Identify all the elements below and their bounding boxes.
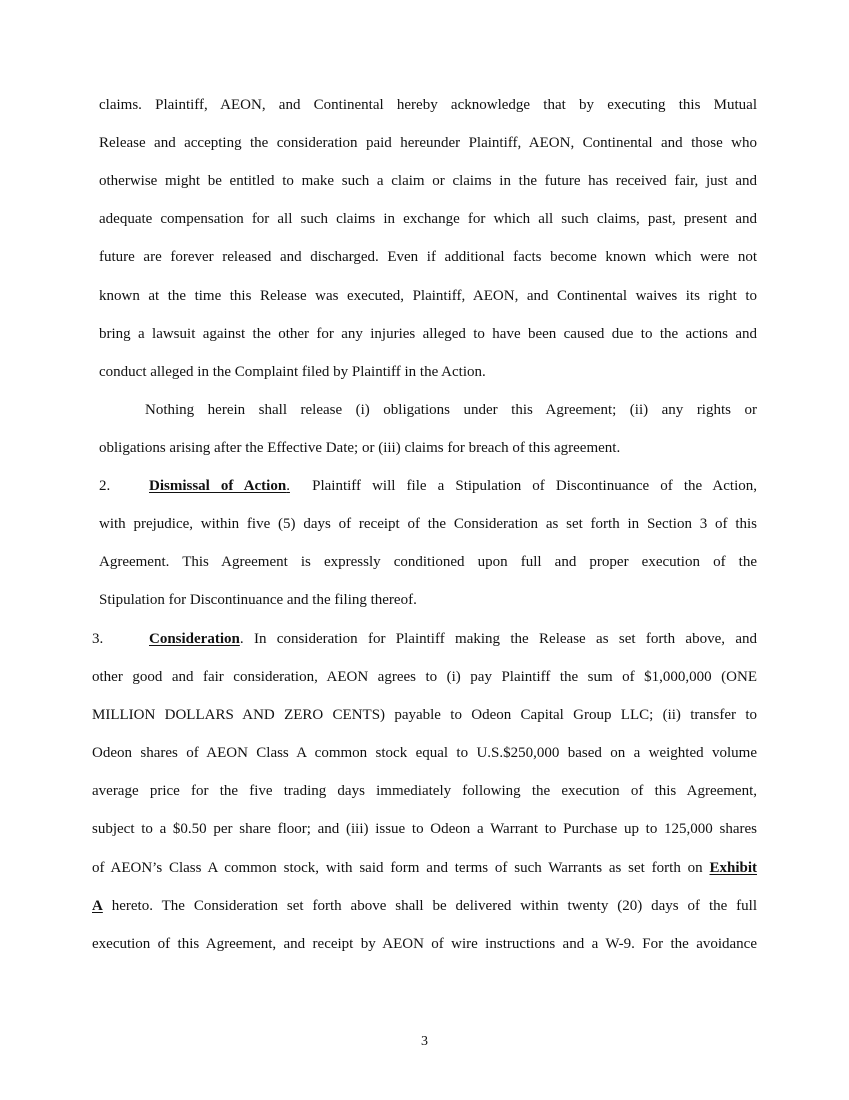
- paragraph-line: Stipulation for Discontinuance and the filing thereof.: [99, 592, 417, 608]
- paragraph-line: [92, 858, 757, 878]
- paragraph-line: Release and accepting the consideration paid hereunder Plaintiff, AEON, Continental and those who: [99, 135, 757, 151]
- paragraph-line: otherwise might be entitled to make such a claim or claims in the future has received fair, just and: [99, 173, 757, 189]
- section-number: 2.: [99, 478, 111, 494]
- paragraph-line: execution of this Agreement, and receipt by AEON of wire instructions and a W-9. For the avoidance: [92, 936, 757, 952]
- exhibit-a-link-word[interactable]: Exhibit: [709, 860, 757, 876]
- paragraph-line: Odeon shares of AEON Class A common stock equal to U.S.$250,000 based on a weighted volume: [92, 745, 757, 761]
- page-number: 3: [421, 1034, 428, 1049]
- section-heading-period: .: [286, 478, 290, 494]
- section-heading-line: [149, 476, 757, 496]
- exhibit-a-link-letter[interactable]: A: [92, 898, 103, 914]
- section-text: Plaintiff will file a Stipulation of Discontinuance of the Action,: [312, 478, 757, 494]
- paragraph-line: MILLION DOLLARS AND ZERO CENTS) payable to Odeon Capital Group LLC; (ii) transfer to: [92, 707, 757, 723]
- section-heading-line: [149, 629, 757, 649]
- exhibit-line-text: hereto. The Consideration set forth above shall be delivered within twenty (20) days of the full: [102, 898, 757, 914]
- paragraph-line: with prejudice, within five (5) days of receipt of the Consideration as set forth in Section 3 of this: [99, 516, 757, 532]
- paragraph-line: Agreement. This Agreement is expressly conditioned upon full and proper execution of the: [99, 554, 757, 570]
- paragraph-line: subject to a $0.50 per share floor; and (iii) issue to Odeon a Warrant to Purchase up to 125,000 shares: [92, 821, 757, 837]
- paragraph-line: claims. Plaintiff, AEON, and Continental hereby acknowledge that by executing this Mutual: [99, 97, 757, 113]
- paragraph-line: future are forever released and discharged. Even if additional facts become known which were not: [99, 249, 757, 265]
- paragraph-line: [92, 896, 757, 916]
- section-heading: Consideration: [149, 631, 240, 647]
- paragraph-line: bring a lawsuit against the other for any injuries alleged to have been caused due to the actions and: [99, 326, 757, 342]
- paragraph-line: known at the time this Release was executed, Plaintiff, AEON, and Continental waives its right to: [99, 288, 757, 304]
- paragraph-line: other good and fair consideration, AEON agrees to (i) pay Plaintiff the sum of $1,000,000 (ONE: [92, 669, 757, 685]
- paragraph-line: conduct alleged in the Complaint filed by Plaintiff in the Action.: [99, 364, 486, 380]
- exhibit-line-text: of AEON’s Class A common stock, with said form and terms of such Warrants as set forth on: [92, 860, 703, 876]
- section-heading: Dismissal of Action: [149, 478, 287, 494]
- paragraph-line: obligations arising after the Effective Date; or (iii) claims for breach of this agreement.: [99, 440, 621, 456]
- paragraph-line: average price for the five trading days immediately following the execution of this Agreement,: [92, 783, 757, 799]
- section-number: 3.: [92, 631, 104, 647]
- paragraph-line: adequate compensation for all such claims in exchange for which all such claims, past, present and: [99, 211, 757, 227]
- paragraph-line: Nothing herein shall release (i) obligations under this Agreement; (ii) any rights or: [145, 402, 757, 418]
- section-text: . In consideration for Plaintiff making the Release as set forth above, and: [239, 631, 757, 647]
